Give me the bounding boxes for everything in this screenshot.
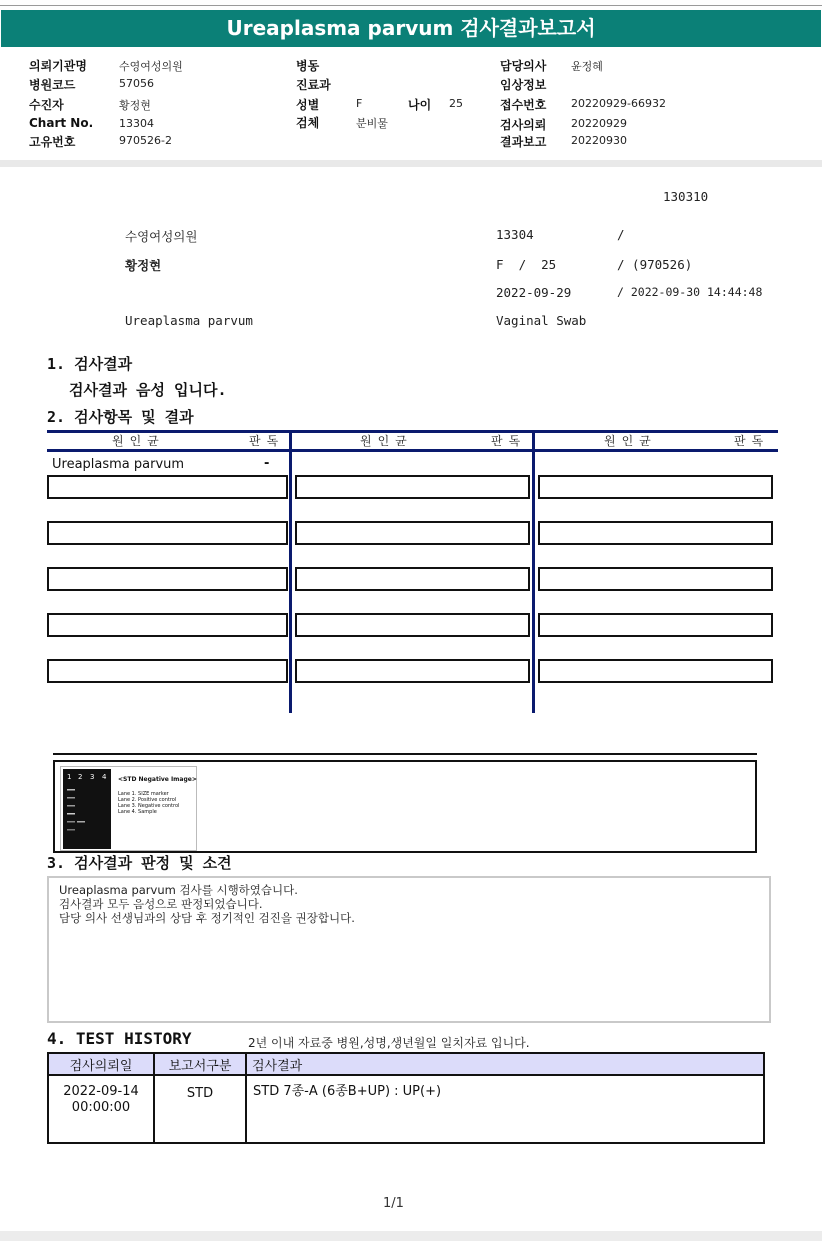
- label-department: 진료과: [296, 78, 331, 92]
- info-test-name: Ureaplasma parvum: [125, 313, 253, 328]
- result-slot-box: [538, 567, 773, 591]
- result-slot-box: [295, 659, 530, 683]
- info-request-date: 2022-09-29: [496, 285, 572, 300]
- section1-result: 검사결과 음성 입니다.: [69, 381, 227, 399]
- info-patient-name: 황정현: [125, 258, 162, 273]
- result-item-name: Ureaplasma parvum: [52, 457, 185, 472]
- result-slot-box: [47, 567, 288, 591]
- page-number: 1/1: [383, 1196, 404, 1211]
- info-report-datetime: / 2022-09-30 14:44:48: [617, 285, 763, 299]
- gel-top-line: [53, 753, 757, 755]
- grid-col-divider-2: [532, 430, 535, 713]
- grid-header-line: [47, 449, 778, 452]
- result-slot-box: [538, 475, 773, 499]
- label-unique-no: 고유번호: [29, 135, 76, 149]
- grid-col-divider-1: [289, 430, 292, 713]
- gel-caption-lane-4: Lane 4. Sample: [118, 809, 157, 815]
- label-specimen: 검체: [296, 116, 320, 130]
- col-header-pathogen-1: 원인균: [112, 434, 165, 448]
- result-slot-box: [295, 521, 530, 545]
- report-code: 130310: [663, 189, 709, 204]
- result-slot-box: [47, 659, 288, 683]
- opinion-box: [47, 876, 771, 1023]
- history-date: 2022-09-14: [63, 1084, 139, 1099]
- label-sex: 성별: [296, 98, 320, 112]
- col-header-judgement-3: 판독: [734, 434, 770, 448]
- gel-caption-lane-3: Lane 3. Negative control: [118, 803, 180, 809]
- value-age: 25: [449, 97, 463, 110]
- value-patient: 황정현: [119, 99, 151, 112]
- info-chart: 13304: [496, 227, 534, 242]
- label-hospital-code: 병원코드: [29, 78, 76, 92]
- table-row: [48, 1075, 764, 1143]
- label-receipt-no: 접수번호: [500, 98, 547, 112]
- history-table: [47, 1052, 765, 1144]
- header-separator: [0, 160, 822, 167]
- gel-caption-lane-2: Lane 2. Positive control: [118, 797, 177, 803]
- info-birth: / (970526): [617, 257, 693, 272]
- gel-caption-title: <STD Negative Image>: [118, 776, 197, 783]
- value-chart-no: 13304: [119, 117, 154, 130]
- col-header-pathogen-2: 원인균: [360, 434, 413, 448]
- opinion-line-2: 검사결과 모두 음성으로 판정되었습니다.: [59, 897, 263, 911]
- value-specimen: 분비물: [356, 117, 388, 130]
- result-slot-box: [538, 613, 773, 637]
- value-unique-no: 970526-2: [119, 134, 172, 147]
- section3-title: 3. 검사결과 판정 및 소견: [47, 854, 232, 872]
- info-specimen: Vaginal Swab: [496, 313, 587, 328]
- result-slot-box: [538, 521, 773, 545]
- col-header-judgement-2: 판독: [491, 434, 527, 448]
- gel-caption-lane-1: Lane 1. SIZE marker: [118, 791, 169, 797]
- section4-title: 4. TEST HISTORY: [47, 1029, 192, 1048]
- value-report-date: 20220930: [571, 134, 627, 147]
- label-request-date: 검사의뢰: [500, 118, 547, 132]
- label-report-date: 결과보고: [500, 135, 547, 149]
- value-receipt-no: 20220929-66932: [571, 97, 666, 110]
- history-header-date: 검사의뢰일: [48, 1053, 154, 1075]
- value-hospital-code: 57056: [119, 77, 154, 90]
- label-chart-no: Chart No.: [29, 116, 94, 130]
- value-request-date: 20220929: [571, 117, 627, 130]
- result-slot-box: [538, 659, 773, 683]
- opinion-line-1: Ureaplasma parvum 검사를 시행하였습니다.: [59, 883, 298, 897]
- report-title: Ureaplasma parvum 검사결과보고서: [1, 10, 821, 47]
- label-age: 나이: [408, 98, 432, 112]
- history-header-result: 검사결과: [246, 1053, 764, 1075]
- result-slot-box: [295, 613, 530, 637]
- gel-lane-1: 1: [67, 773, 72, 781]
- info-sex-age: F / 25: [496, 257, 557, 272]
- history-result: STD 7종-A (6종B+UP) : UP(+): [246, 1075, 764, 1143]
- label-ward: 병동: [296, 59, 320, 73]
- label-doctor: 담당의사: [500, 59, 547, 73]
- history-note: 2년 이내 자료중 병원,성명,생년월일 일치자료 입니다.: [248, 1036, 530, 1050]
- result-slot-box: [47, 521, 288, 545]
- section2-title: 2. 검사항목 및 결과: [47, 408, 194, 426]
- footer-bar: [0, 1231, 822, 1241]
- value-institution: 수영여성의원: [119, 60, 183, 73]
- col-header-pathogen-3: 원인균: [604, 434, 657, 448]
- top-divider: [0, 5, 822, 6]
- result-slot-box: [47, 475, 288, 499]
- info-hospital: 수영여성의원: [125, 229, 198, 244]
- opinion-line-3: 담당 의사 선생님과의 상담 후 정기적인 검진을 권장합니다.: [59, 911, 355, 925]
- history-type: STD: [154, 1075, 246, 1143]
- gel-lane-2: 2: [78, 773, 83, 781]
- col-header-judgement-1: 판독: [249, 434, 285, 448]
- info-slash: /: [617, 227, 625, 242]
- history-time: 00:00:00: [71, 1100, 131, 1115]
- label-patient: 수진자: [29, 98, 64, 112]
- gel-image-frame: [53, 760, 757, 853]
- value-sex: F: [356, 97, 363, 110]
- history-date-cell: [48, 1075, 154, 1143]
- gel-lane-4: 4: [102, 773, 107, 781]
- history-header-type: 보고서구분: [154, 1053, 246, 1075]
- label-institution: 의뢰기관명: [29, 59, 87, 73]
- result-item-value: -: [264, 456, 270, 471]
- result-slot-box: [295, 475, 530, 499]
- result-slot-box: [47, 613, 288, 637]
- gel-image-panel: [60, 766, 197, 851]
- result-slot-box: [295, 567, 530, 591]
- value-doctor: 윤정혜: [571, 60, 603, 73]
- section1-title: 1. 검사결과: [47, 355, 133, 373]
- label-clinical-info: 임상정보: [500, 78, 547, 92]
- gel-lane-3: 3: [90, 773, 95, 781]
